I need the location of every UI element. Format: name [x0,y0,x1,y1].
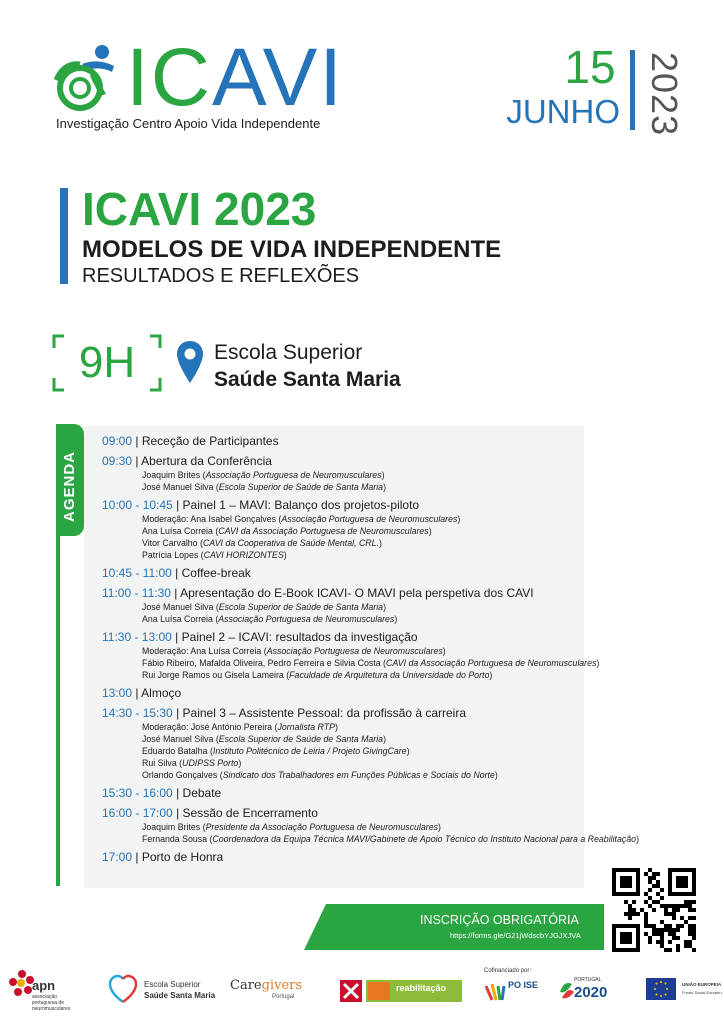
agenda-time: 11:00 - 11:30 [102,586,171,600]
event-time: 9H [78,338,136,387]
essm-line-1: Escola Superior [144,980,201,989]
agenda-title: Sessão de Encerramento [182,806,318,820]
agenda-title: Painel 1 – MAVI: Balanço dos projetos-piloto [182,498,420,512]
logo-tagline: Investigação Centro Apoio Vida Independente [56,116,321,131]
speaker-organization: Jornalista RTP [277,722,335,732]
venue-line-2: Saúde Santa Maria [214,368,401,391]
agenda-time: 10:00 - 10:45 [102,498,173,512]
event-title: ICAVI 2023 [82,183,317,235]
speaker-organization: CAVI da Associação Portuguesa de Neuromusculares [385,658,597,668]
speaker-organization: Instituto Politécnico de Leiria / Projeto GivingCare [212,746,407,756]
agenda-title: Painel 3 – Assistente Pessoal: da profissão à carreira [182,706,467,720]
agenda-time: 13:00 [102,686,133,700]
event-subtitle: MODELOS DE VIDA INDEPENDENTE [82,236,502,263]
caregivers-logo [230,978,302,993]
agenda-item [102,454,702,493]
agenda-item-heading: 13:00 | Almoço [102,686,182,700]
date-year: 2023 [644,52,685,137]
agenda-item-heading: 09:30 | Abertura da Conferência [102,454,272,468]
agenda-item-heading: 14:30 - 15:30 | Painel 3 – Assistente Pessoal: da profissão à carreira [102,706,467,720]
registration-url[interactable]: https://forms.gle/G21jWdscbYJGJXJVA [450,931,581,940]
speaker-organization: Sindicato dos Trabalhadores em Funções Públicas e Sociais do Norte [222,770,495,780]
speaker-organization: Faculdade de Arquitetura da Universidade do Porto [289,670,490,680]
agenda-title: Coffee-break [181,566,251,580]
caregivers-b: givers [261,978,303,993]
speaker-organization: CAVI HORIZONTES [203,550,284,560]
agenda-title: Porto de Honra [141,850,224,864]
qr-code-icon[interactable] [612,868,696,952]
caregivers-a: Care [230,978,262,993]
speaker-organization: CAVI da Cooperativa de Saúde Mental, CRL. [202,538,379,548]
agenda-title: Apresentação do E-Book ICAVI- O MAVI pela perspetiva dos CAVI [180,586,534,600]
speaker-organization: Escola Superior de Saúde de Santa Maria [218,482,384,492]
agenda-item [102,630,702,681]
logo-word-avi: AVI [212,32,345,123]
agenda-item [102,434,702,449]
agenda-title: Almoço [141,686,182,700]
date-year-wrap [640,52,685,137]
apn-sub-1: associação [32,994,58,1000]
speaker-organization: Associação Portuguesa de Neuromusculares [266,646,443,656]
eu-label: UNIÃO EUROPEIA [682,982,722,987]
essm-heart-icon [108,974,138,1006]
agenda-speaker: Eduardo Batalha (Instituto Politécnico de Leiria / Projeto GivingCare) [142,746,410,756]
wheelchair-logo-icon [54,42,124,114]
agenda-item-heading: 11:00 - 11:30 | Apresentação do E-Book ICAVI- O MAVI pela perspetiva dos CAVI [102,586,534,600]
agenda-item [102,498,702,561]
speaker-organization: UDIPSS Porto [182,758,239,768]
agenda-time: 10:45 - 11:00 [102,566,172,580]
inr-text: reabilitação [396,983,447,993]
apn-sub-3: neuromusculares [32,1006,71,1012]
agenda-speaker: Orlando Gonçalves (Sindicato dos Trabalhadores em Funções Públicas e Sociais do Norte) [142,770,498,780]
speaker-organization: Associação Portuguesa de Neuromusculares [281,514,458,524]
speaker-organization: Associação Portuguesa de Neuromusculares [205,470,382,480]
agenda-item [102,806,702,845]
speaker-organization: Associação Portuguesa de Neuromusculares [218,614,395,624]
cofinanced-label: Cofinanciado por: [484,968,532,974]
logo-wordmark [126,32,345,123]
agenda-item-heading: 15:30 - 16:00 | Debate [102,786,222,800]
portugal-label: PORTUGAL [574,977,602,983]
caregivers-sub: Portugal [272,994,295,1000]
agenda-speaker: José Manuel Silva (Escola Superior de Saúde de Santa Maria) [142,482,387,492]
agenda-item-heading: 17:00 | Porto de Honra [102,850,224,864]
agenda-speaker: Moderação: Ana Luísa Correia (Associação Portuguesa de Neuromusculares) [142,646,446,656]
registration-band [304,904,604,950]
agenda-label: AGENDA [61,450,78,522]
eu-flag-icon [646,978,676,1000]
agenda-time: 09:30 [102,454,133,468]
agenda-speaker: José Manuel Silva (Escola Superior de Saúde de Santa Maria) [142,602,387,612]
logo-word-ic: IC [126,32,212,123]
agenda-time: 11:30 - 13:00 [102,630,172,644]
agenda-speaker: Fábio Ribeiro, Mafalda Oliveira, Pedro Ferreira e Silvia Costa (CAVI da Associação Portuguesa de Neuromusculares) [142,658,600,668]
speaker-organization: Escola Superior de Saúde de Santa Maria [218,602,384,612]
agenda-item [102,566,702,581]
agenda-time: 15:30 - 16:00 [102,786,173,800]
registration-title: INSCRIÇÃO OBRIGATÓRIA [420,913,579,927]
agenda-item-heading: 10:00 - 10:45 | Painel 1 – MAVI: Balanço dos projetos-piloto [102,498,420,512]
apn-name: apn [32,978,56,993]
agenda-speaker: Rui Jorge Ramos ou Gisela Lameira (Faculdade de Arquitetura da Universidade do Porto) [142,670,493,680]
agenda-time: 16:00 - 17:00 [102,806,173,820]
agenda-speaker: Joaquim Brites (Presidente da Associação Portuguesa de Neuromusculares) [142,822,441,832]
agenda-item-heading: 16:00 - 17:00 | Sessão de Encerramento [102,806,318,820]
poise-text: PO ISE [508,980,539,990]
agenda-item-heading: 09:00 | Receção de Participantes [102,434,279,448]
agenda-item [102,706,702,781]
agenda-item-heading: 10:45 - 11:00 | Coffee-break [102,566,251,580]
agenda-speaker: Vitor Carvalho (CAVI da Cooperativa de Saúde Mental, CRL.) [142,538,382,548]
agenda-speaker: Rui Silva (UDIPSS Porto) [142,758,242,768]
apn-sub-2: portuguesa de [32,1000,64,1006]
agenda-item [102,586,702,625]
venue-line-1: Escola Superior [214,341,363,364]
date-month: JUNHO [506,93,620,130]
speaker-organization: Presidente da Associação Portuguesa de Neuromusculares [205,822,438,832]
agenda-title: Debate [182,786,222,800]
agenda-label-wrap [56,424,84,536]
agenda-speaker: Fernanda Sousa (Coordenadora da Equipa Técnica MAVI/Gabinete de Apoio Técnico do Instituto Nacional para a Reabilitação) [142,834,640,844]
agenda-speaker: Moderação: José António Pereira (Jornalista RTP) [142,722,338,732]
agenda-item [102,850,702,865]
title-accent-bar [60,188,68,284]
date-day: 15 [564,41,616,93]
agenda-speaker: Ana Luísa Correia (Associação Portuguesa de Neuromusculares) [142,614,398,624]
speaker-organization: CAVI da Associação Portuguesa de Neuromusculares [218,526,429,536]
event-subtitle-2: RESULTADOS E REFLEXÕES [82,265,360,287]
agenda-list [102,434,702,870]
agenda-speaker: Joaquim Brites (Associação Portuguesa de Neuromusculares) [142,470,385,480]
apn-subtitle [32,994,70,1012]
agenda-speaker: Patrícia Lopes (CAVI HORIZONTES) [142,550,287,560]
location-pin-icon [176,340,204,384]
agenda-title: Abertura da Conferência [141,454,272,468]
portugal-2020: 2020 [574,984,608,1001]
agenda-speaker: José Manuel Silva (Escola Superior de Saúde de Santa Maria) [142,734,387,744]
agenda-item [102,786,702,801]
speaker-organization: Escola Superior de Saúde de Santa Maria [218,734,384,744]
essm-line-2: Saúde Santa Maria [144,991,216,1000]
eu-fund-label: Fundo Social Europeu [682,990,722,995]
agenda-speaker: Moderação: Ana Isabel Gonçalves (Associação Portuguesa de Neuromusculares) [142,514,461,524]
agenda-title: Receção de Participantes [141,434,279,448]
date-separator [630,50,635,130]
agenda-title: Painel 2 – ICAVI: resultados da investigação [181,630,418,644]
agenda-time: 17:00 [102,850,133,864]
agenda-time: 14:30 - 15:30 [102,706,173,720]
agenda-time: 09:00 [102,434,133,448]
agenda-speaker: Ana Luísa Correia (CAVI da Associação Portuguesa de Neuromusculares) [142,526,432,536]
agenda-item-heading: 11:30 - 13:00 | Painel 2 – ICAVI: resultados da investigação [102,630,418,644]
speaker-organization: Coordenadora da Equipa Técnica MAVI/Gabinete de Apoio Técnico do Instituto Nacional para a Reabilitação [212,834,637,844]
agenda-item [102,686,702,701]
